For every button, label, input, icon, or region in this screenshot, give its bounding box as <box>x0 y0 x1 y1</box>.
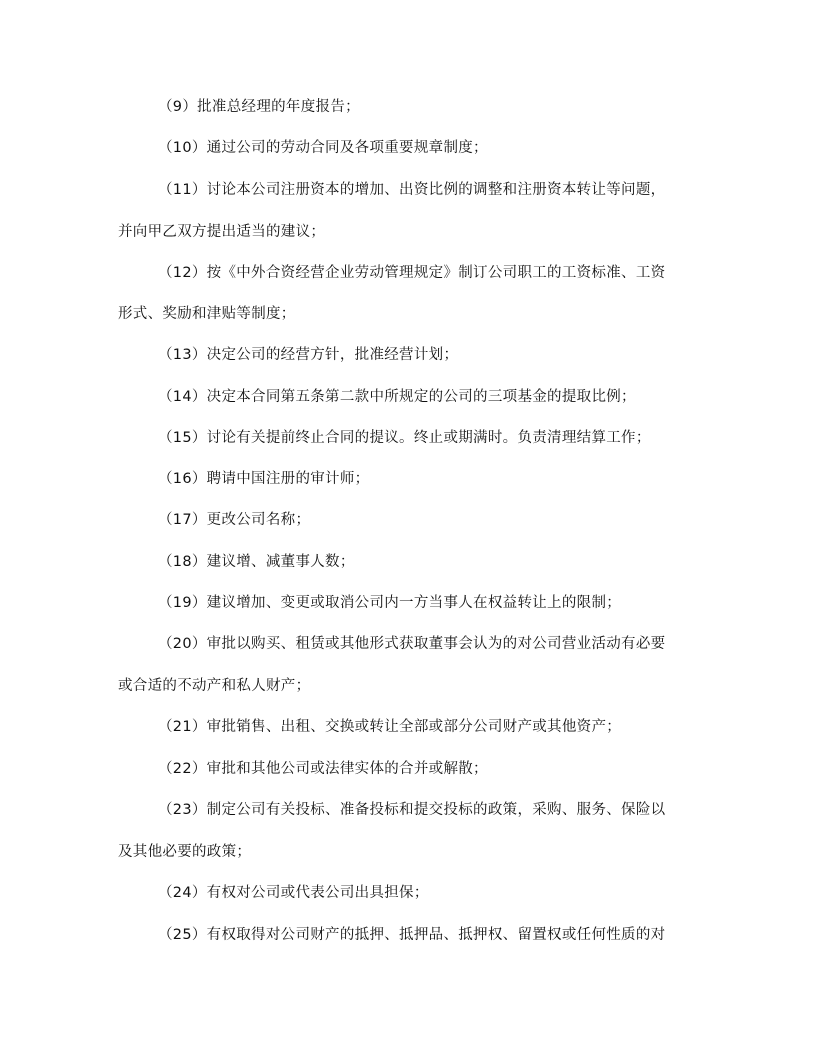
paragraph-11-line-2: 并向甲乙双方提出适当的建议； <box>118 224 326 240</box>
paragraph-10-line-1: （10）通过公司的劳动合同及各项重要规章制度； <box>158 140 488 156</box>
paragraph-11-line-1: （11）讨论本公司注册资本的增加、出资比例的调整和注册资本转让等问题， <box>158 182 666 198</box>
paragraph-20-line-1: （20）审批以购买、租赁或其他形式获取董事会认为的对公司营业活动有必要 <box>158 636 666 652</box>
paragraph-9-line-1: （9）批准总经理的年度报告； <box>158 99 360 115</box>
paragraph-23-line-1: （23）制定公司有关投标、准备投标和提交投标的政策，采购、服务、保险以 <box>158 802 666 818</box>
paragraph-19-line-1: （19）建议增加、变更或取消公司内一方当事人在权益转让上的限制； <box>158 595 622 611</box>
paragraph-14-line-1: （14）决定本合同第五条第二款中所规定的公司的三项基金的提取比例； <box>158 389 636 405</box>
paragraph-13-line-1: （13）决定公司的经营方针，批准经营计划； <box>158 347 459 363</box>
paragraph-17-line-1: （17）更改公司名称； <box>158 512 311 528</box>
paragraph-25-line-1: （25）有权取得对公司财产的抵押、抵押品、抵押权、留置权或任何性质的对 <box>158 927 666 943</box>
paragraph-24-line-1: （24）有权对公司或代表公司出具担保； <box>158 885 429 901</box>
paragraph-20-line-2: 或合适的不动产和私人财产； <box>118 678 311 694</box>
paragraph-21-line-1: （21）审批销售、出租、交换或转让全部或部分公司财产或其他资产； <box>158 719 622 735</box>
paragraph-16-line-1: （16）聘请中国注册的审计师； <box>158 471 370 487</box>
paragraph-12-line-2: 形式、奖励和津贴等制度； <box>118 306 296 322</box>
paragraph-23-line-2: 及其他必要的政策； <box>118 844 252 860</box>
paragraph-18-line-1: （18）建议增、减董事人数； <box>158 554 355 570</box>
paragraph-12-line-1: （12）按《中外合资经营企业劳动管理规定》制订公司职工的工资标准、工资 <box>158 265 666 281</box>
paragraph-22-line-1: （22）审批和其他公司或法律实体的合并或解散； <box>158 761 488 777</box>
paragraph-15-line-1: （15）讨论有关提前终止合同的提议。终止或期满时。负责清理结算工作； <box>158 430 651 446</box>
